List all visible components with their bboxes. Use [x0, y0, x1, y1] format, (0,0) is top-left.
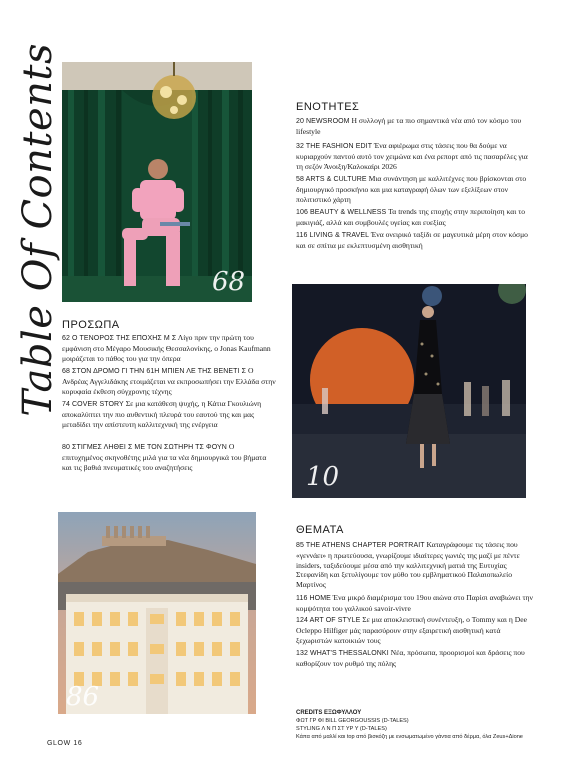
entry-lead: 116 LIVING & TRAVEL [296, 232, 370, 239]
entry-text: Ένα μικρό διαμέρισμα του 19ου αιώνα στο Παρίσι αναβιώνει την κομψότητα του γαλλικού savoir-vivre [296, 593, 533, 613]
list-item[interactable] [296, 230, 536, 251]
entry-lead: 74 COVER STORY [62, 401, 124, 408]
credits-styling-line: STYLING Λ Ν Π ΣΤ ΥΡ Υ (D-TALES) [296, 726, 387, 732]
cover-credits [296, 709, 546, 741]
list-item[interactable] [296, 593, 536, 614]
list-item[interactable] [296, 174, 536, 204]
entry-text: Μια συνάντηση με καλλιτέχνες που βρίσκονται στο δημιουργικό προσκήνιο και μια καταγραφή όλων των εξελίξεων στον πολιτιστικό χάρτη [296, 174, 527, 204]
list-item[interactable] [296, 540, 536, 590]
entry-lead: 68 ΣΤΟΝ ΔΡΟΜΟ ΓΙ ΤΗΝ 61Η ΜΠΙΕΝ ΛΕ ΤΗΣ ΒΕΝΕΤΙ Σ [62, 368, 247, 375]
entry-text: Τα trends της εποχής στην περιποίηση και το μακιγιάζ, αλλά και συμβουλές υγείας και ευεξίας [296, 207, 526, 227]
entry-text: Σε μια αποκλειστική συνέντευξη, ο Tommy και η Dee Ocleppo Hilfiger μάς παρασύρουν στην εξαιρετική αισθητική κατά ξεχωριστών κατοικιών τους [296, 615, 527, 645]
list-item[interactable] [62, 366, 276, 396]
entry-text: Σε μια κατάθεση ψυχής, η Κάτια Γκουλιώνη αποκαλύπτει την πιο αυθεντική πλευρά του εαυτού της και μας μεταδίδει την απίστευτη καλλιτεχνική της ενέργεια [62, 399, 262, 429]
entry-text: Ο επιτυχημένος σκηνοθέτης μιλά για τα νέα δημιουργικά του βήματα και τις βαθιά πνευματικές του αναζητήσεις [62, 442, 267, 472]
entry-lead: 58 ARTS & CULTURE [296, 176, 367, 183]
entry-lead: 132 WHAT'S THESSALONKI [296, 650, 389, 657]
entry-text: Ο Ανδρέας Αγγελιδάκης ετοιμάζεται να εκπροσωπήσει την Ελλάδα στην κορυφαία έκθεση σύγχρονης τέχνης [62, 366, 276, 396]
entry-text: Καταγράφουμε τις τάσεις που «γεννάει» η πρωτεύουσα, γνωρίζουμε ιδιαίτερες γωνιές της μαζί με πέντε insiders, ταξιδεύουμε μέσα από την καλλιτεχνική ματιά της Ευτυχίας Στεφανίδη και ξετυλίγουμε τον μύθο του εμβληματικού Παλαιοπωλείο Μαρτίνος [296, 540, 520, 590]
entry-lead: 116 HOME [296, 595, 331, 602]
designer-photo [62, 62, 252, 302]
list-item[interactable] [62, 442, 276, 472]
credits-photo-line: ΦΩΤ ΓΡ ΦΙ BILL GEORGOUSSIS (D-TALES) [296, 718, 409, 724]
entry-text: Νέα, πρόσωπα, προορισμοί και δράσεις που καθορίζουν τον ρυθμό της πόλης [296, 648, 525, 668]
entry-text: Η συλλογή με τα πιο σημαντικά νέα από τον κόσμο του lifestyle [296, 116, 522, 136]
section-heading-prosopa: ΠΡΟΣΩΠΑ [62, 319, 120, 331]
entry-text: Ένα ονειρικό ταξίδι σε μαγευτικά μέρη στον κόσμο και σε σπίτια με εκλεπτυσμένη αισθητική [296, 230, 528, 250]
entry-lead: 32 THE FASHION EDIT [296, 143, 373, 150]
list-item[interactable] [62, 399, 276, 429]
designer-illustration [62, 62, 252, 302]
credits-wardrobe-line: Κάπα από μαλλί και top από βισκόζη με ενσωματωμένο γάντια από δέρμα, όλα Zeus+Δione [296, 734, 523, 740]
entry-lead: 62 Ο ΤΕΝΟΡΟΣ ΤΗΣ ΕΠΟΧΗΣ Μ Σ [62, 335, 177, 342]
list-item[interactable] [296, 116, 536, 137]
runway-photo [292, 284, 526, 498]
page-footer: GLOW 16 [47, 740, 83, 747]
entry-text: Ένα αφιέρωμα στις τάσεις που θα δούμε να κυριαρχούν παντού αυτό τον χειμώνα και ένα ρεπορτ από τις πασαρέλες για τη σεζόν Άνοιξη/Καλοκαίρι 2026 [296, 141, 528, 171]
section-heading-themata: ΘΕΜΑΤΑ [296, 524, 344, 536]
list-item[interactable] [62, 333, 276, 363]
building-photo [58, 512, 256, 714]
entry-lead: 20 NEWSROOM [296, 118, 350, 125]
page-title-text: Table Of Contents [15, 42, 61, 417]
entry-lead: 124 ART OF STYLE [296, 617, 361, 624]
list-item[interactable] [296, 648, 536, 669]
entry-lead: 106 BEAUTY & WELLNESS [296, 209, 387, 216]
page-number-badge: 10 [306, 462, 340, 492]
entry-text: Λίγο πριν την πρώτη του εμφάνιση στο Μέγαρο Μουσικής Θεσσαλονίκης, ο Jonas Kaufmann μοιράζεται το πάθος του για την όπερα [62, 333, 271, 363]
page-number-badge: 68 [212, 267, 246, 297]
page-title [15, 42, 61, 417]
list-item[interactable] [296, 615, 536, 645]
list-item[interactable] [296, 141, 536, 171]
credits-title: CREDITS ΕΞΩΦΥΛΛΟΥ [296, 710, 362, 716]
section-heading-enotites: ΕΝΟΤΗΤΕΣ [296, 101, 360, 113]
entry-lead: 85 THE ATHENS CHAPTER PORTRAIT [296, 542, 425, 549]
entry-lead: 80 ΣΤΙΓΜΕΣ ΛΗΘΕΙ Σ ΜΕ ΤΟΝ ΣΩΤΗΡΗ ΤΣ ΦΟΥΝ [62, 444, 227, 451]
list-item[interactable] [296, 207, 536, 228]
page-number-badge: 86 [66, 682, 100, 712]
